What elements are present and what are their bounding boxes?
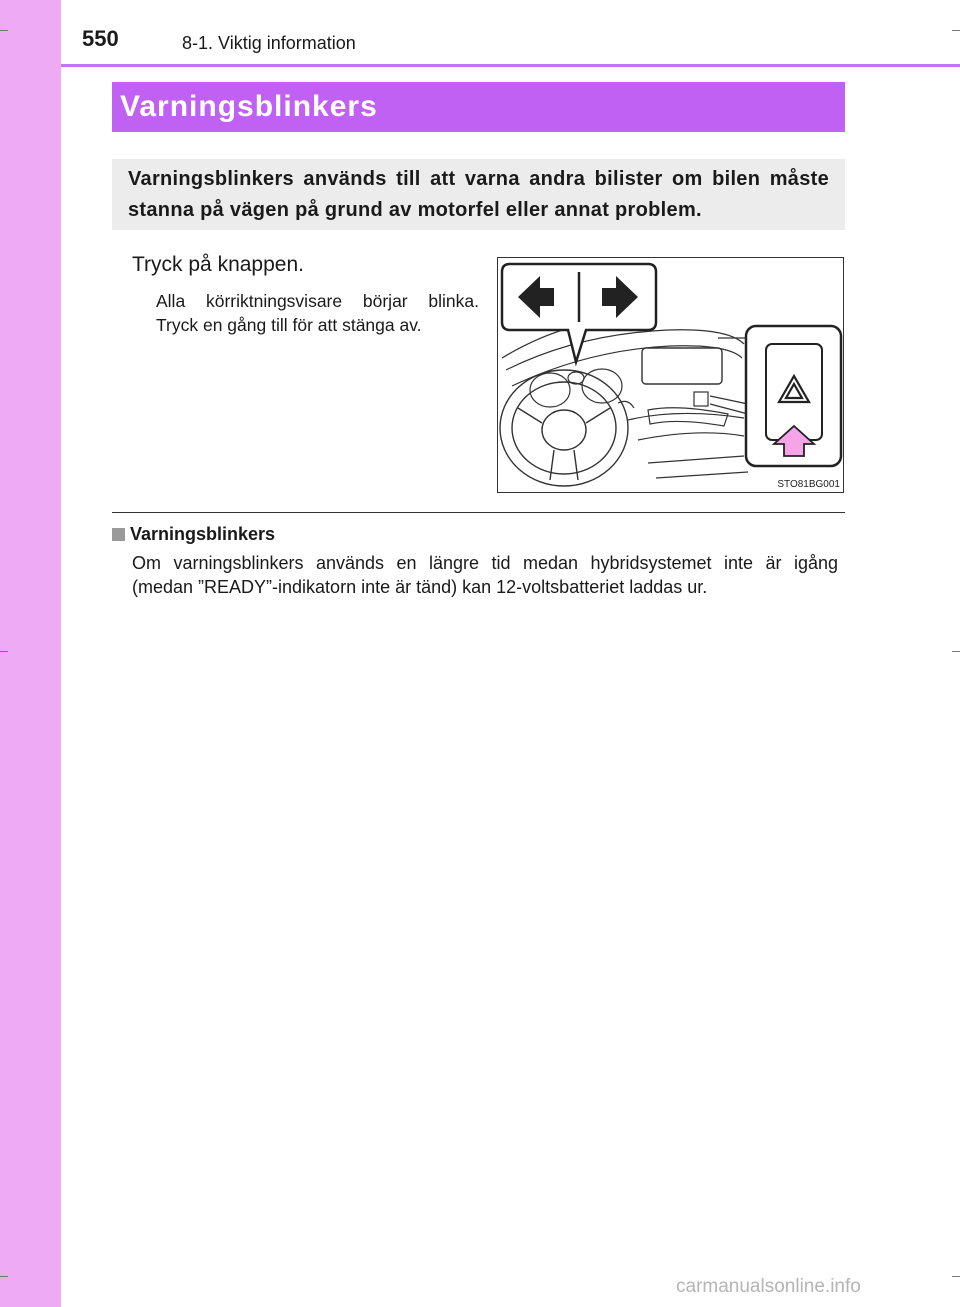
step-detail-line: Alla körriktningsvisare börjar blinka. [156,291,479,311]
note-heading [112,524,275,545]
hazard-switch-location [694,392,708,406]
dashboard-outline [502,318,748,478]
crop-mark [952,30,960,31]
note-body [132,551,838,599]
step-detail [156,289,479,337]
header-rule [61,64,960,67]
instrument-gauges [530,369,622,407]
section-title: Varningsblinkers [120,90,378,123]
crop-mark [0,651,8,652]
crop-mark [0,30,8,31]
center-display [642,348,722,384]
steering-wheel [500,370,628,486]
note-line: Om varningsblinkers används en längre tid medan hybridsystemet inte är igång [132,553,838,573]
figure-code: STO81BG001 [777,479,840,490]
chapter-title: 8-1. Viktig information [182,33,356,53]
crop-mark [952,1276,960,1277]
intro-box: Varningsblinkers används till att varna andra bilister om bilen måste stanna på vägen på grund av motorfel eller annat problem. [112,159,845,230]
hazard-button-zoom [746,326,841,466]
step-detail-line: Tryck en gång till för att stänga av. [156,315,422,335]
dashboard-drawing [498,258,843,492]
section-title-bar [112,82,845,132]
hazard-button-illustration [497,257,844,493]
turn-signal-callout [502,264,656,362]
note-line: (medan ”READY”-indikatorn inte är tänd) kan 12-voltsbatteriet laddas ur. [132,577,708,597]
page-number: 550 [82,26,119,51]
note-title: Varningsblinkers [130,524,276,544]
section-divider [112,512,845,513]
zoom-leader-line [710,396,748,404]
bullet-square-icon [112,528,125,541]
crop-mark [0,1276,8,1277]
crop-mark [952,651,960,652]
left-margin-band [0,0,61,1307]
watermark: carmanualsonline.info [676,1276,861,1297]
step-instruction: Tryck på knappen. [132,253,304,276]
